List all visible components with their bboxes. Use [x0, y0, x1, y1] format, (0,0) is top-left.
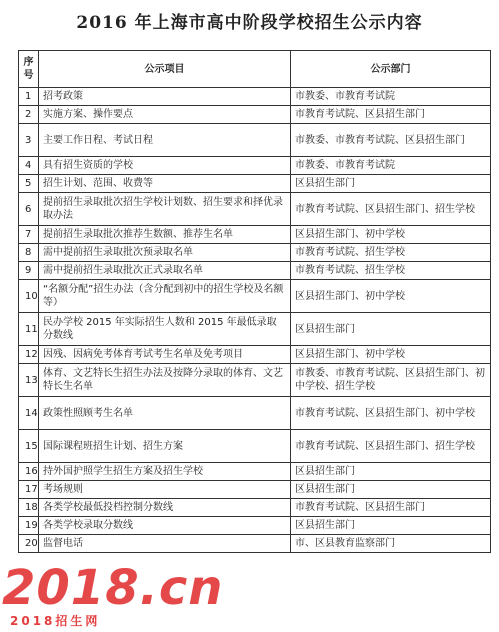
- row-number: 15: [19, 430, 39, 463]
- row-item: 主要工作日程、考试日程: [39, 124, 291, 157]
- row-number: 20: [19, 535, 39, 553]
- watermark-logo: 2018.cn: [2, 560, 224, 616]
- watermark-caption: 2018招生网: [10, 614, 101, 628]
- row-number: 12: [19, 346, 39, 364]
- row-item: 需中提前招生录取批次预录取名单: [39, 244, 291, 262]
- table-row: [19, 313, 491, 346]
- row-number: 4: [19, 157, 39, 175]
- row-item: 民办学校 2015 年实际招生人数和 2015 年最低录取分数线: [39, 313, 291, 346]
- row-item: 各类学校录取分数线: [39, 517, 291, 535]
- row-number: 1: [19, 88, 39, 106]
- row-department: 市教委、市教育考试院: [291, 88, 491, 106]
- row-number: 6: [19, 193, 39, 226]
- table-row: [19, 88, 491, 106]
- row-item: 体育、文艺特长生招生办法及按降分录取的体育、文艺特长生名单: [39, 364, 291, 397]
- row-department: 市教育考试院、区县招生部门: [291, 106, 491, 124]
- row-number: 16: [19, 463, 39, 481]
- row-number: 17: [19, 481, 39, 499]
- row-item: “名额分配”招生办法（含分配到初中的招生学校及名额等）: [39, 280, 291, 313]
- row-item: 监督电话: [39, 535, 291, 553]
- row-department: 区县招生部门: [291, 481, 491, 499]
- table-row: [19, 364, 491, 397]
- row-number: 19: [19, 517, 39, 535]
- row-item: 持外国护照学生招生方案及招生学校: [39, 463, 291, 481]
- table-row: [19, 280, 491, 313]
- row-department: 市教委、市教育考试院、区县招生部门、初中学校、招生学校: [291, 364, 491, 397]
- row-item: 招生计划、范围、收费等: [39, 175, 291, 193]
- table-row: [19, 244, 491, 262]
- row-department: 区县招生部门、初中学校: [291, 346, 491, 364]
- header-department: 公示部门: [291, 51, 491, 88]
- row-item: 具有招生资质的学校: [39, 157, 291, 175]
- table-row: [19, 106, 491, 124]
- table-row: [19, 481, 491, 499]
- row-department: 区县招生部门、初中学校: [291, 226, 491, 244]
- row-number: 2: [19, 106, 39, 124]
- page-title: 2016 年上海市高中阶段学校招生公示内容: [76, 13, 423, 33]
- row-department: 市教育考试院、招生学校: [291, 262, 491, 280]
- row-item: 招考政策: [39, 88, 291, 106]
- table-row: [19, 499, 491, 517]
- table-body: [19, 88, 491, 553]
- row-item: 政策性照顾考生名单: [39, 397, 291, 430]
- table-row: [19, 226, 491, 244]
- row-item: 因残、因病免考体育考试考生名单及免考项目: [39, 346, 291, 364]
- row-number: 3: [19, 124, 39, 157]
- row-number: 10: [19, 280, 39, 313]
- row-department: 市教育考试院、区县招生部门、初中学校: [291, 397, 491, 430]
- row-department: 区县招生部门: [291, 517, 491, 535]
- row-department: 区县招生部门: [291, 313, 491, 346]
- row-department: 市教育考试院、区县招生部门、招生学校: [291, 193, 491, 226]
- row-number: 13: [19, 364, 39, 397]
- row-department: 市、区县教育监察部门: [291, 535, 491, 553]
- row-number: 11: [19, 313, 39, 346]
- publicity-table: [18, 50, 491, 553]
- table-row: [19, 346, 491, 364]
- table-row: [19, 535, 491, 553]
- table-row: [19, 517, 491, 535]
- row-item: 考场规则: [39, 481, 291, 499]
- table-row: [19, 262, 491, 280]
- row-item: 实施方案、操作要点: [39, 106, 291, 124]
- header-item: 公示项目: [39, 51, 291, 88]
- row-number: 8: [19, 244, 39, 262]
- row-department: 市教委、市教育考试院: [291, 157, 491, 175]
- row-department: 市教育考试院、招生学校: [291, 244, 491, 262]
- row-department: 市教育考试院、区县招生部门: [291, 499, 491, 517]
- row-department: 区县招生部门、初中学校: [291, 280, 491, 313]
- row-item: 需中提前招生录取批次正式录取名单: [39, 262, 291, 280]
- table-row: [19, 193, 491, 226]
- table-row: [19, 175, 491, 193]
- table-header-row: [19, 51, 491, 88]
- row-department: 区县招生部门: [291, 463, 491, 481]
- row-item: 各类学校最低投档控制分数线: [39, 499, 291, 517]
- row-item: 提前招生录取批次推荐生数额、推荐生名单: [39, 226, 291, 244]
- row-number: 9: [19, 262, 39, 280]
- row-number: 7: [19, 226, 39, 244]
- row-department: 区县招生部门: [291, 175, 491, 193]
- row-item: 提前招生录取批次招生学校计划数、招生要求和择优录取办法: [39, 193, 291, 226]
- row-department: 市教委、市教育考试院、区县招生部门: [291, 124, 491, 157]
- table-row: [19, 397, 491, 430]
- row-number: 14: [19, 397, 39, 430]
- row-number: 5: [19, 175, 39, 193]
- row-item: 国际课程班招生计划、招生方案: [39, 430, 291, 463]
- row-number: 18: [19, 499, 39, 517]
- table-row: [19, 124, 491, 157]
- table-row: [19, 430, 491, 463]
- table-row: [19, 157, 491, 175]
- header-number: 序号: [19, 51, 39, 88]
- row-department: 市教育考试院、区县招生部门、招生学校: [291, 430, 491, 463]
- table-row: [19, 463, 491, 481]
